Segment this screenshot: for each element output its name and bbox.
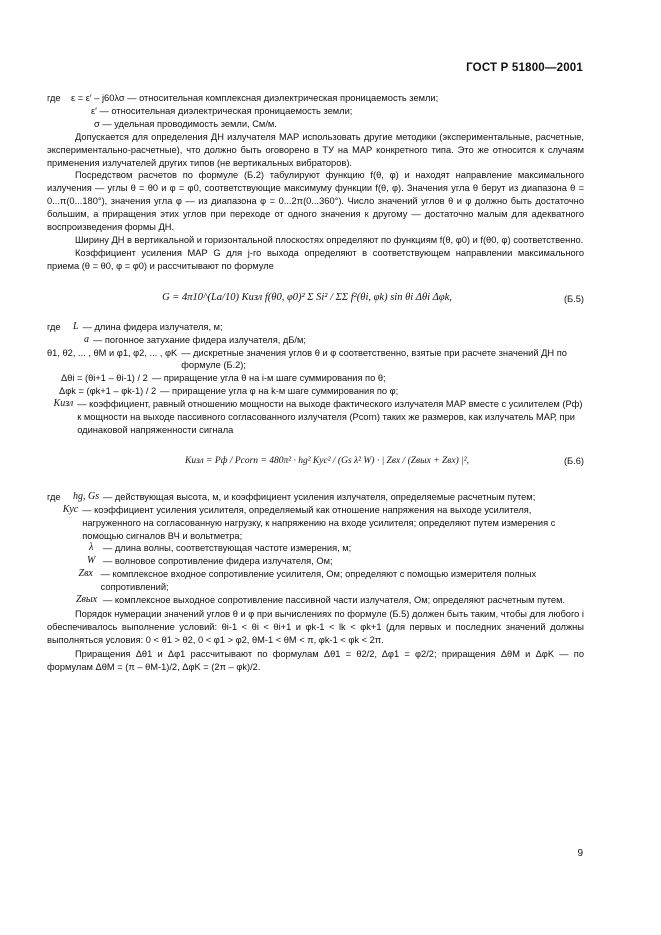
where-line-1: ε = ε′ – j60λσ — относительная комплексная диэлектрическая проницаемость земли;	[71, 93, 439, 103]
where-line-3: σ — удельная проводимость земли, См/м.	[94, 118, 277, 129]
paragraph-methods: Допускается для определения ДН излучателя МАР использовать другие методики (экспериментальные, расчетные, экспериментально-расчетные), что должно быть оговорено в ТУ на МАР конкретного типа. Это же относится к случаям применения излучателей других типов (не вертикальных вибраторов).	[47, 131, 584, 168]
where-sym: λ	[89, 542, 94, 554]
where-block-permittivity	[47, 92, 584, 131]
where-sym: Kизл	[53, 398, 74, 410]
where-def: — приращение угла φ на k-м шаге суммирования по φ;	[160, 386, 399, 397]
where-sym: Δφk = (φk+1 – φk-1) / 2	[59, 386, 157, 397]
where-sym: W	[87, 555, 96, 567]
formula-b6-number: (Б.6)	[563, 455, 584, 466]
where-sym: hg, Gs	[73, 490, 100, 502]
where-label: где	[47, 491, 61, 502]
paragraph-beamwidth: Ширину ДН в вертикальной и горизонтальной плоскостях определяют по функциям f(θ, φ0) и f(θ0, φ) соответственно.	[75, 234, 584, 245]
where-label: где	[47, 321, 61, 332]
where-sym: Zвых	[76, 594, 98, 606]
formula-b5-expression: G = 4π10^(La/10) Kизл f(θ0, φ0)² Σ Si² / ΣΣ f²(θi, φk) sin θi Δθi Δφk,	[162, 291, 452, 303]
where-def: — дискретные значения углов θ и φ соответственно, взятые при расчете значений ДН по формуле (Б.2);	[181, 347, 567, 371]
where-def: — длина фидера излучателя, м;	[82, 321, 223, 332]
where-def: — комплексное входное сопротивление усилителя, Ом; определяют с помощью измерителя полных сопротивлений;	[100, 569, 537, 593]
where-def: — длина волны, соответствующая частоте измерения, м;	[103, 543, 352, 554]
where-sym: θ1, θ2, ... , θM и φ1, φ2, ... , φK	[47, 347, 178, 358]
where-def: — погонное затухание фидера излучателя, дБ/м;	[93, 334, 306, 345]
where-def: — волновое сопротивление фидера излучателя, Ом;	[103, 556, 333, 567]
where-block-gain	[47, 321, 584, 437]
document-header: ГОСТ Р 51800—2001	[466, 62, 583, 74]
formula-b5	[47, 279, 584, 319]
where-def: — коэффициент усиления усилителя, определяемый как отношение напряжения на выходе усилителя, нагруженного на согласованную нагрузку, к напряжению на входе усилителя; определяют путем измерения с помощью сигналов ВЧ и вольтметра;	[82, 504, 556, 541]
where-sym: Zвх	[78, 568, 93, 580]
document-body	[47, 92, 584, 674]
where-line-2: ε′ — относительная диэлектрическая проницаемость земли;	[91, 105, 353, 116]
paragraph-increments: Приращения Δθ1 и Δφ1 рассчитывают по формулам Δθ1 = θ2/2, Δφ1 = φ2/2; приращения ΔθM и ΔφK — по формулам ΔθM = (π – θM-1)/2, ΔφK = (2π – φk)/2.	[47, 648, 584, 672]
where-sym: a	[84, 333, 89, 345]
where-def: — действующая высота, м, и коэффициент усиления излучателя, определяемые расчетным путем;	[103, 491, 536, 502]
paragraph-tabulation: Посредством расчетов по формуле (Б.2) табулируют функцию f(θ, φ) и находят направление максимального излучения — углы θ = θ0 и φ = φ0, соответствующие максимуму функции f(θ, φ). Значения угла θ берут из диапазона θ = 0...π(0...180°), значения угла φ — из диапазона φ = 0...2π(0...360°). Число значений углов θ и φ должно быть достаточно большим, а приращения этих углов при переходе от одного значения к другому — достаточно малым для адекватного воспроизведения формы ДН.	[47, 170, 584, 233]
where-sym: Δθi = (θi+1 – θi-1) / 2	[61, 373, 148, 384]
where-label: где	[47, 93, 61, 103]
page-number: 9	[577, 848, 583, 859]
formula-b6	[47, 441, 584, 487]
where-def: — коэффициент, равный отношению мощности на выходе фактического излучателя МАР вместе с усилителем (Pф) к мощности на выходе пассивного согласованного излучателя (Pcorn) таких же размеров, как излучатель МАР, при одинаковой напряженности сигнала	[77, 399, 583, 435]
formula-b5-number: (Б.5)	[563, 293, 584, 304]
formula-b6-expression: Kизл = Pф / Pcorn = 480π² · hg² Kус² / (Gs λ² W) · | Zвх / (Zвых + Zвх) |²,	[185, 455, 469, 466]
where-block-kizl	[47, 491, 584, 607]
where-sym: Kус	[62, 503, 79, 515]
paragraph-gain: Коэффициент усиления МАР G для j-го выхода определяют в соответствующем направлении максимального приема (θ = θ0, φ = φ0) и рассчитывают по формуле	[47, 247, 584, 271]
paragraph-numbering: Порядок нумерации значений углов θ и φ при вычислениях по формуле (Б.5) должен быть таким, чтобы для любого i обеспечивалось выполнение условий: θi-1 < θi < θi+1 и φk-1 < lk < φk+1 (для первых и последних значений должны выполняться условия: 0 < θ1 > θ2, 0 < φ1 > φ2, θM-1 < θM < π, φk-1 < φk < 2π.	[47, 609, 584, 645]
where-def: — приращение угла θ на i-м шаге суммирования по θ;	[151, 373, 386, 384]
where-def: — комплексное выходное сопротивление пассивной части излучателя, Ом; определяют расчетным путем.	[103, 595, 566, 606]
where-sym: L	[73, 320, 79, 332]
